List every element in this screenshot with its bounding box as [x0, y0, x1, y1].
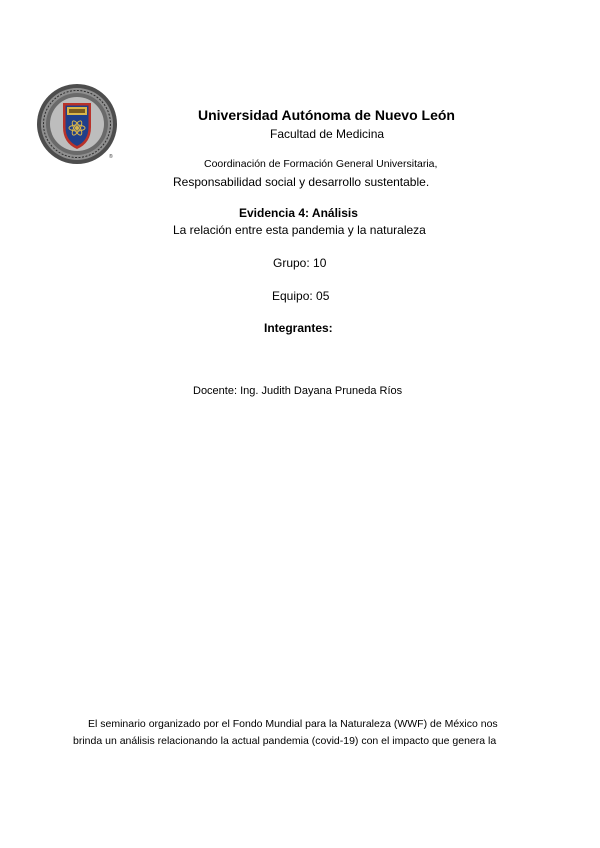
university-seal-logo: [33, 83, 125, 165]
assignment-title: Evidencia 4: Análisis: [239, 206, 358, 220]
coordination-line-1: Coordinación de Formación General Universitaria,: [204, 158, 438, 170]
coordination-line-2: Responsabilidad social y desarrollo sustentable.: [173, 175, 430, 189]
members-heading: Integrantes:: [264, 321, 333, 335]
university-name: Universidad Autónoma de Nuevo León: [198, 107, 455, 123]
body-paragraph-line-1: El seminario organizado por el Fondo Mundial para la Naturaleza (WWF) de México nos: [88, 718, 498, 730]
body-paragraph-line-2: brinda un análisis relacionando la actual pandemia (covid-19) con el impacto que genera la: [73, 735, 497, 747]
faculty-name: Facultad de Medicina: [270, 127, 385, 141]
teacher-name: Docente: Ing. Judith Dayana Pruneda Ríos: [193, 385, 403, 397]
group-number: Grupo: 10: [273, 256, 327, 270]
svg-text:®: ®: [109, 154, 113, 160]
assignment-subtitle: La relación entre esta pandemia y la naturaleza: [173, 223, 426, 237]
team-number: Equipo: 05: [272, 289, 330, 303]
